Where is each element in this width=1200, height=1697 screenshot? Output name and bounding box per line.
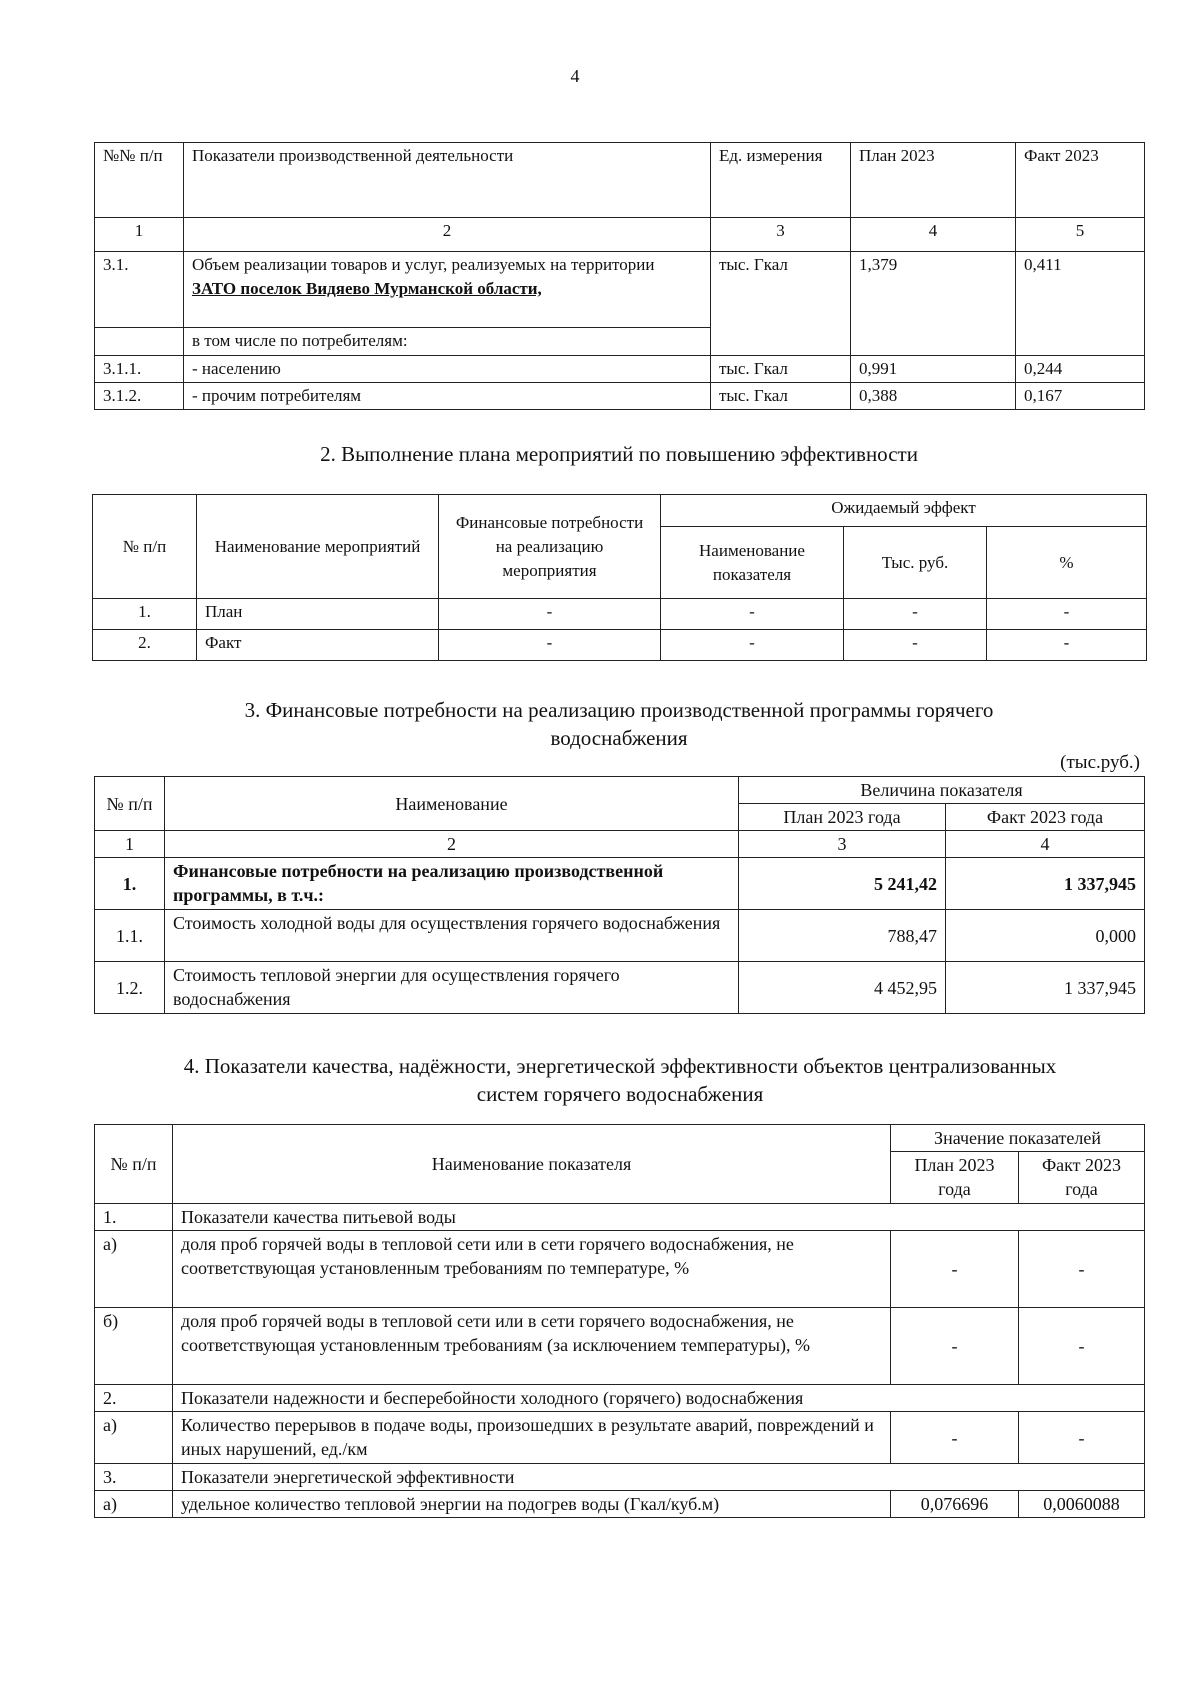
row-finance: -	[439, 630, 661, 661]
row-num: б)	[95, 1308, 173, 1385]
header-num: № п/п	[95, 1125, 173, 1204]
row-name-prefix: Объем реализации товаров и услуг, реализуемых на территории	[192, 255, 655, 274]
row-plan: 1,379	[851, 252, 1016, 356]
col-number: 4	[946, 831, 1145, 858]
row-name: Количество перерывов в подаче воды, произошедших в результате аварий, повреждений и иных нарушений, ед./км	[173, 1412, 891, 1464]
row-fact: 1 337,945	[946, 858, 1145, 910]
row-fact: 0,411	[1016, 252, 1145, 356]
row-name: Стоимость тепловой энергии для осуществления горячего водоснабжения	[165, 962, 739, 1014]
header-num: № п/п	[95, 777, 165, 831]
row-rub: -	[844, 630, 987, 661]
section4-title-line2: систем горячего водоснабжения	[476, 1082, 764, 1106]
header-num: № п/п	[93, 495, 197, 599]
header-fact: Факт 2023 года	[1019, 1152, 1145, 1204]
row-fact: 0,0060088	[1019, 1491, 1145, 1518]
section4-title	[60, 1052, 1180, 1108]
col-number: 5	[1016, 218, 1145, 252]
section3-title	[94, 696, 1144, 752]
row-num: 1.	[95, 858, 165, 910]
row-name: - населению	[184, 356, 711, 383]
row-plan: 0,076696	[891, 1491, 1019, 1518]
row-fact: -	[1019, 1412, 1145, 1464]
col-number: 3	[739, 831, 946, 858]
row-plan: 788,47	[739, 910, 946, 962]
header-indicator: Показатели производственной деятельности	[184, 143, 711, 218]
header-fact: Факт 2023	[1016, 143, 1145, 218]
row-name: доля проб горячей воды в тепловой сети или в сети горячего водоснабжения, не соответствующая установленным требованиям по температуре, %	[173, 1231, 891, 1308]
row-name: Финансовые потребности на реализацию производственной программы, в т.ч.:	[165, 858, 739, 910]
row-plan: 0,388	[851, 383, 1016, 410]
row-fact: 1 337,945	[946, 962, 1145, 1014]
row-name: доля проб горячей воды в тепловой сети или в сети горячего водоснабжения, не соответствующая установленным требованиям (за исключением температуры), %	[173, 1308, 891, 1385]
row-name	[184, 252, 711, 328]
page-number: 4	[570, 66, 580, 86]
row-fact: -	[1019, 1308, 1145, 1385]
header-name: Наименование показателя	[173, 1125, 891, 1204]
section3-title-line2: водоснабжения	[550, 726, 688, 750]
section4-title-line1: 4. Показатели качества, надёжности, энергетической эффективности объектов централизованных	[183, 1054, 1057, 1078]
territory-name: ЗАТО поселок Видяево Мурманской области,	[192, 279, 542, 298]
row-plan: -	[891, 1412, 1019, 1464]
row-plan: -	[891, 1308, 1019, 1385]
row-indicator: -	[661, 630, 844, 661]
row-num: 1.	[93, 599, 197, 630]
production-indicators-table	[94, 142, 1145, 410]
col-number: 4	[851, 218, 1016, 252]
row-name: удельное количество тепловой энергии на подогрев воды (Гкал/куб.м)	[173, 1491, 891, 1518]
row-name: План	[197, 599, 439, 630]
section2-title: 2. Выполнение плана мероприятий по повышению эффективности	[320, 442, 918, 466]
header-value: Значение показателей	[891, 1125, 1145, 1152]
row-indicator: -	[661, 599, 844, 630]
col-number: 1	[95, 831, 165, 858]
row-pct: -	[987, 599, 1147, 630]
row-fact: 0,167	[1016, 383, 1145, 410]
row-unit: тыс. Гкал	[711, 383, 851, 410]
col-number: 2	[165, 831, 739, 858]
header-name: Наименование	[165, 777, 739, 831]
col-number: 1	[95, 218, 184, 252]
row-group-name: Показатели энергетической эффективности	[173, 1464, 1145, 1491]
row-num: 3.1.	[95, 252, 184, 328]
row-name: Факт	[197, 630, 439, 661]
row-subtitle: в том числе по потребителям:	[184, 328, 711, 356]
header-plan: План 2023 года	[739, 804, 946, 831]
row-num: 2.	[95, 1385, 173, 1412]
row-num: 1.2.	[95, 962, 165, 1014]
header-fact: Факт 2023 года	[946, 804, 1145, 831]
row-num: 1.	[95, 1204, 173, 1231]
row-fact: -	[1019, 1231, 1145, 1308]
header-pct: %	[987, 527, 1147, 599]
row-plan: 4 452,95	[739, 962, 946, 1014]
header-name: Наименование мероприятий	[197, 495, 439, 599]
row-name: Стоимость холодной воды для осуществления горячего водоснабжения	[165, 910, 739, 962]
unit-note: (тыс.руб.)	[1060, 752, 1140, 773]
row-finance: -	[439, 599, 661, 630]
row-pct: -	[987, 630, 1147, 661]
row-num: 2.	[93, 630, 197, 661]
efficiency-plan-table	[92, 494, 1147, 661]
header-plan: План 2023 года	[891, 1152, 1019, 1204]
header-value: Величина показателя	[739, 777, 1145, 804]
col-number: 3	[711, 218, 851, 252]
row-num: а)	[95, 1491, 173, 1518]
header-effect: Ожидаемый эффект	[661, 495, 1147, 527]
row-group-name: Показатели качества питьевой воды	[173, 1204, 1145, 1231]
row-unit: тыс. Гкал	[711, 252, 851, 356]
row-unit: тыс. Гкал	[711, 356, 851, 383]
row-num: а)	[95, 1231, 173, 1308]
row-plan: -	[891, 1231, 1019, 1308]
row-num: 1.1.	[95, 910, 165, 962]
header-rub: Тыс. руб.	[844, 527, 987, 599]
row-num: а)	[95, 1412, 173, 1464]
col-number: 2	[184, 218, 711, 252]
row-group-name: Показатели надежности и бесперебойности холодного (горячего) водоснабжения	[173, 1385, 1145, 1412]
header-indicator: Наименование показателя	[661, 527, 844, 599]
financial-needs-table	[94, 776, 1145, 1014]
row-fact: 0,000	[946, 910, 1145, 962]
quality-indicators-table	[94, 1124, 1145, 1518]
row-fact: 0,244	[1016, 356, 1145, 383]
row-name: - прочим потребителям	[184, 383, 711, 410]
row-num: 3.1.1.	[95, 356, 184, 383]
row-plan: 0,991	[851, 356, 1016, 383]
header-finance: Финансовые потребности на реализацию мероприятия	[439, 495, 661, 599]
row-rub: -	[844, 599, 987, 630]
header-unit: Ед. измерения	[711, 143, 851, 218]
row-plan: 5 241,42	[739, 858, 946, 910]
row-num: 3.1.2.	[95, 383, 184, 410]
header-num: №№ п/п	[95, 143, 184, 218]
row-num: 3.	[95, 1464, 173, 1491]
section3-title-line1: 3. Финансовые потребности на реализацию производственной программы горячего	[244, 698, 994, 722]
header-plan: План 2023	[851, 143, 1016, 218]
